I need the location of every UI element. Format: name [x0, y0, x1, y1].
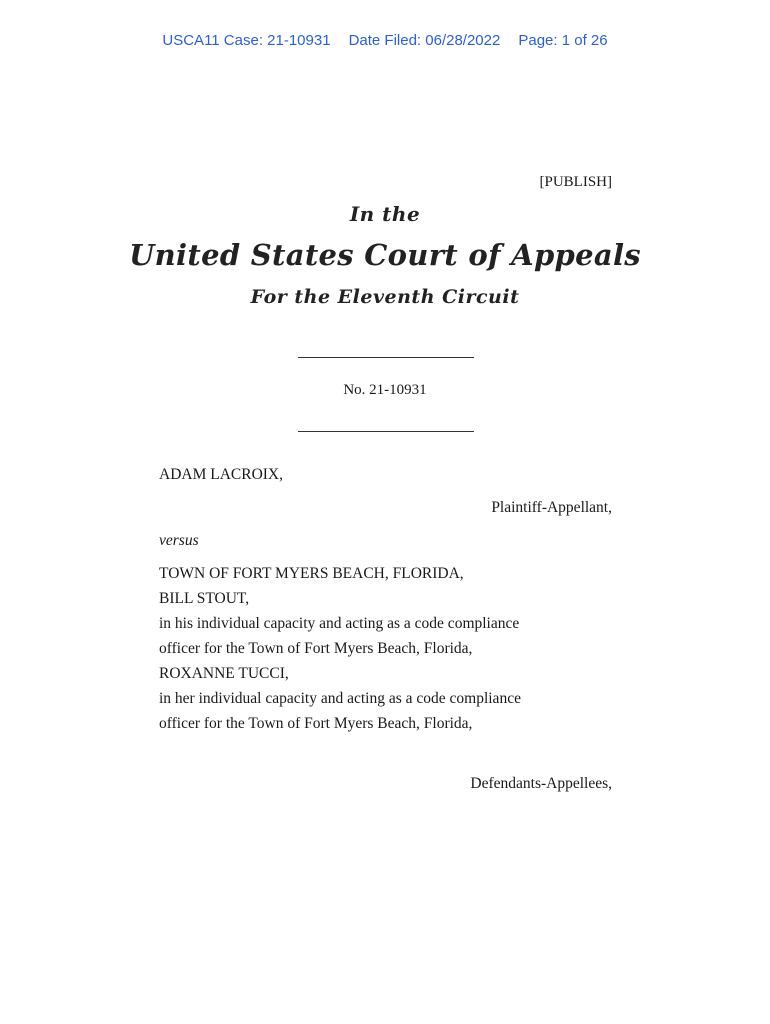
defendant-line: officer for the Town of Fort Myers Beach, Florida,	[159, 640, 473, 657]
divider-bottom	[298, 431, 474, 432]
defendant-line: in her individual capacity and acting as a code compliance	[159, 690, 521, 707]
defendant-line: TOWN OF FORT MYERS BEACH, FLORIDA,	[159, 565, 464, 582]
publish-tag: [PUBLISH]	[539, 174, 612, 190]
plaintiff-role: Plaintiff-Appellant,	[491, 499, 612, 516]
filing-header	[0, 32, 770, 49]
defendant-line: BILL STOUT,	[159, 590, 250, 607]
versus-label: versus	[159, 532, 199, 549]
court-name: United States Court of Appeals	[129, 238, 641, 272]
defendant-line: in his individual capacity and acting as a code compliance	[159, 615, 520, 632]
plaintiff-name: ADAM LACROIX,	[159, 466, 283, 483]
court-circuit: For the Eleventh Circuit	[250, 286, 520, 308]
defendant-line: ROXANNE TUCCI,	[159, 665, 289, 682]
court-heading-in-the: In the	[349, 202, 421, 226]
defendant-role: Defendants-Appellees,	[470, 775, 612, 792]
divider-top	[298, 357, 474, 358]
defendant-line: officer for the Town of Fort Myers Beach, Florida,	[159, 715, 473, 732]
page-count-header: Page: 1 of 26	[518, 32, 608, 49]
case-number: No. 21-10931	[343, 382, 427, 398]
date-filed-header: Date Filed: 06/28/2022	[348, 32, 501, 49]
case-number-header: USCA11 Case: 21-10931	[162, 32, 331, 49]
